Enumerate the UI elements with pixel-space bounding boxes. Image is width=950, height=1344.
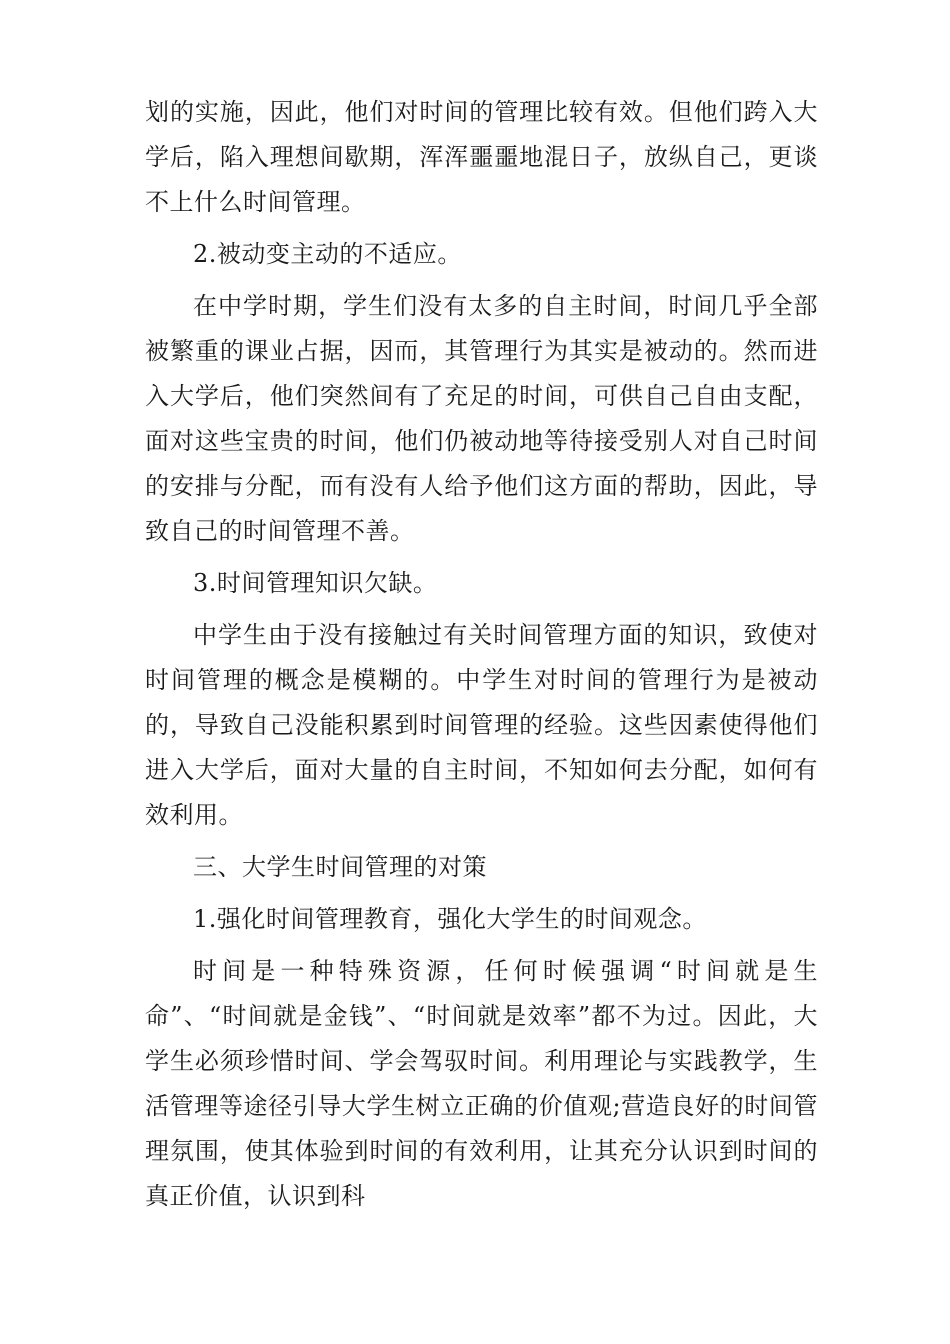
section-heading-countermeasures: 三、大学生时间管理的对策 <box>193 853 487 881</box>
paragraph-middle-school-time: 在中学时期，学生们没有太多的自主时间，时间几乎全部被繁重的课业占据，因而，其管理行为其实是被动的。然而进入大学后，他们突然间有了充足的时间，可供自己自由支配，面对这些宝贵的时间，他们仍被动地等待接受别人对自己时间的安排与分配，而有没有人给予他们这方面的帮助，因此，导致自己的时间管理不善。 <box>145 292 818 545</box>
paragraph-no-knowledge: 中学生由于没有接触过有关时间管理方面的知识，致使对时间管理的概念是模糊的。中学生对时间的管理行为是被动的，导致自己没能积累到时间管理的经验。这些因素使得他们进入大学后，面对大量的自主时间，不知如何去分配，如何有效利用。 <box>145 621 818 829</box>
subheading-passive-to-active: 2.被动变主动的不适应。 <box>193 240 462 268</box>
subheading-knowledge-lacking: 3.时间管理知识欠缺。 <box>193 569 438 597</box>
subheading-strengthen-education: 1.强化时间管理教育，强化大学生的时间观念。 <box>193 905 707 933</box>
paragraph-time-resource: 时间是一种特殊资源，任何时候强调“时间就是生命”、“时间就是金钱”、“时间就是效率”都不为过。因此，大学生必须珍惜时间、学会驾驭时间。利用理论与实践教学，生活管理等途径引导大学生树立正确的价值观;营造良好的时间管理氛围，使其体验到时间的有效利用，让其充分认识到时间的真正价值，认识到科 <box>145 957 818 1210</box>
paragraph-continuation: 划的实施，因此，他们对时间的管理比较有效。但他们跨入大学后，陷入理想间歇期，浑浑噩噩地混日子，放纵自己，更谈不上什么时间管理。 <box>145 98 818 216</box>
